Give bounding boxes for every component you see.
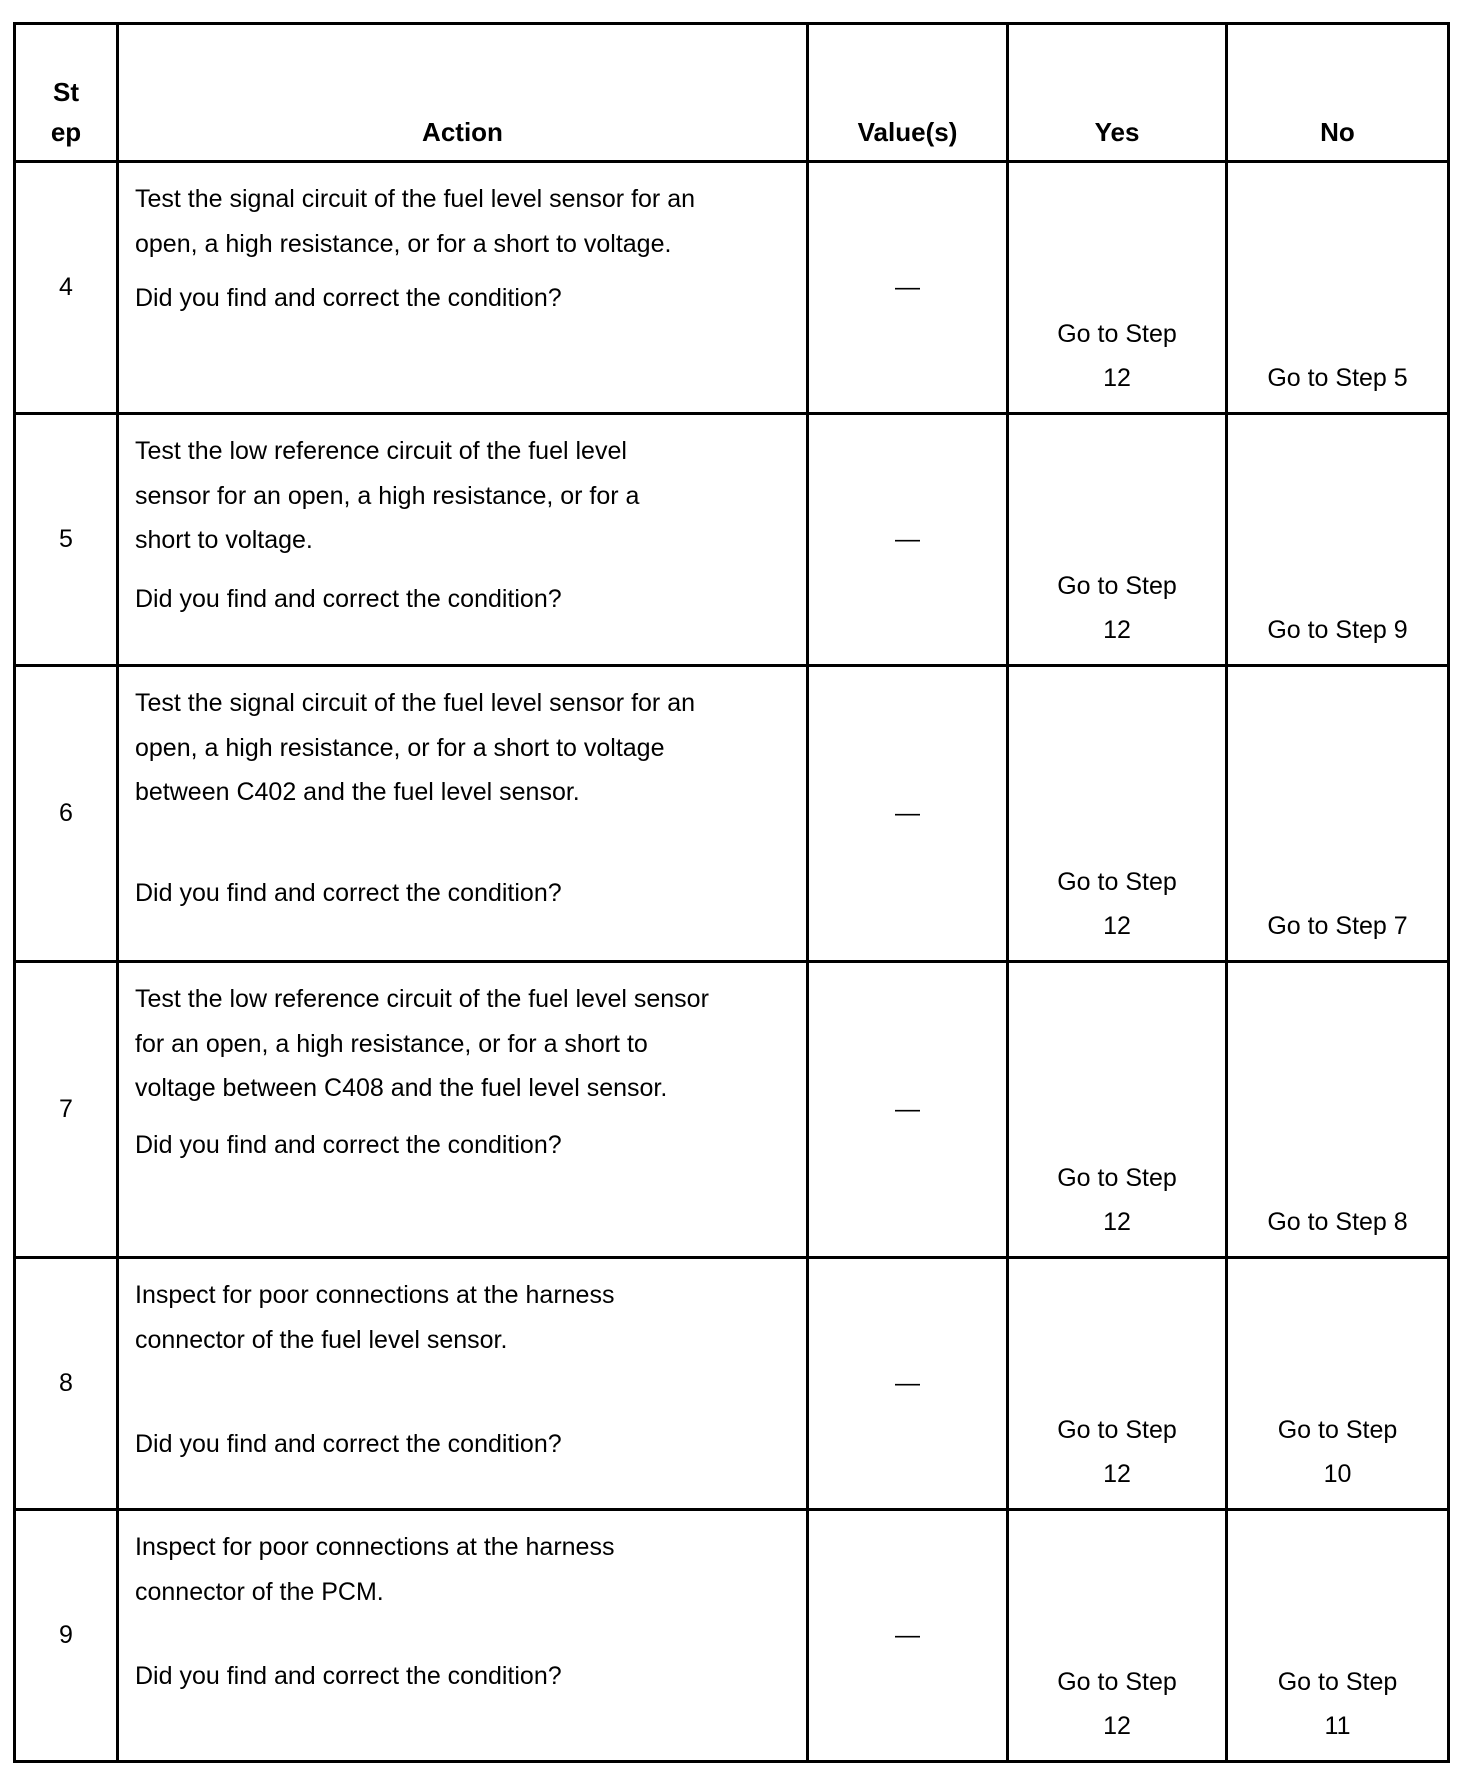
action-cell bbox=[118, 1510, 808, 1762]
no-cell bbox=[1227, 162, 1449, 414]
value-cell: — bbox=[808, 1510, 1008, 1762]
yes-line2: 12 bbox=[1103, 364, 1131, 392]
header-step-line2: ep bbox=[50, 117, 82, 147]
yes-line1: Go to Step bbox=[1057, 868, 1177, 896]
action-cell bbox=[118, 962, 808, 1258]
header-action bbox=[118, 24, 808, 162]
value-cell: — bbox=[808, 414, 1008, 666]
table-row bbox=[15, 414, 1449, 666]
yes-cell bbox=[1008, 1510, 1227, 1762]
table-row bbox=[15, 666, 1449, 962]
action-text: Inspect for poor connections at the harness connector of the fuel level sensor. bbox=[135, 1281, 615, 1354]
action-text: Test the low reference circuit of the fuel level sensor for an open, a high resistance, or for a short to voltage. bbox=[135, 437, 640, 554]
yes-line1: Go to Step bbox=[1057, 320, 1177, 348]
action-cell bbox=[118, 1258, 808, 1510]
diagnostic-table bbox=[13, 22, 1450, 1763]
value-cell: — bbox=[808, 1258, 1008, 1510]
value-cell: — bbox=[808, 162, 1008, 414]
no-cell bbox=[1227, 666, 1449, 962]
table-row bbox=[15, 1258, 1449, 1510]
step-number: 8 bbox=[15, 1258, 118, 1510]
yes-line1: Go to Step bbox=[1057, 1668, 1177, 1696]
yes-line2: 12 bbox=[1103, 1712, 1131, 1740]
action-question: Did you find and correct the condition? bbox=[135, 1130, 562, 1159]
step-number: 6 bbox=[15, 666, 118, 962]
table-row bbox=[15, 162, 1449, 414]
no-line1: Go to Step 8 bbox=[1267, 1208, 1408, 1236]
header-step-line1: St bbox=[53, 77, 79, 107]
no-line1: Go to Step bbox=[1277, 1668, 1398, 1696]
header-no bbox=[1227, 24, 1449, 162]
yes-line2: 12 bbox=[1103, 1460, 1131, 1488]
action-cell bbox=[118, 414, 808, 666]
no-line1: Go to Step bbox=[1277, 1416, 1398, 1444]
step-number: 4 bbox=[15, 162, 118, 414]
no-line1: Go to Step 7 bbox=[1267, 912, 1408, 940]
action-text: Inspect for poor connections at the harness connector of the PCM. bbox=[135, 1533, 615, 1606]
step-number: 7 bbox=[15, 962, 118, 1258]
table-row bbox=[15, 1510, 1449, 1762]
no-cell bbox=[1227, 962, 1449, 1258]
step-number: 5 bbox=[15, 414, 118, 666]
yes-line2: 12 bbox=[1103, 616, 1131, 644]
header-yes-label: Yes bbox=[1094, 117, 1140, 147]
value-cell: — bbox=[808, 666, 1008, 962]
no-cell bbox=[1227, 414, 1449, 666]
no-line2: 10 bbox=[1323, 1460, 1352, 1488]
no-line1: Go to Step 5 bbox=[1267, 364, 1408, 392]
action-cell bbox=[118, 666, 808, 962]
yes-line2: 12 bbox=[1103, 1208, 1131, 1236]
yes-cell bbox=[1008, 1258, 1227, 1510]
value-cell: — bbox=[808, 962, 1008, 1258]
yes-line1: Go to Step bbox=[1057, 572, 1177, 600]
yes-cell bbox=[1008, 666, 1227, 962]
action-question: Did you find and correct the condition? bbox=[135, 1662, 562, 1690]
header-yes bbox=[1008, 24, 1227, 162]
action-question: Did you find and correct the condition? bbox=[135, 284, 562, 312]
table-header-row bbox=[15, 24, 1449, 162]
yes-line1: Go to Step bbox=[1057, 1416, 1177, 1444]
yes-line2: 12 bbox=[1103, 912, 1131, 940]
table-row bbox=[15, 962, 1449, 1258]
header-values-label: Value(s) bbox=[857, 117, 958, 147]
step-number: 9 bbox=[15, 1510, 118, 1762]
header-no-label: No bbox=[1320, 117, 1355, 147]
action-text: Test the signal circuit of the fuel level sensor for an open, a high resistance, or for a short to voltage between C402 and the fuel level sensor. bbox=[135, 689, 696, 806]
yes-cell bbox=[1008, 162, 1227, 414]
yes-cell bbox=[1008, 414, 1227, 666]
action-text: Test the signal circuit of the fuel level sensor for an open, a high resistance, or for a short to voltage. bbox=[135, 185, 696, 258]
header-action-label: Action bbox=[422, 117, 503, 147]
no-cell bbox=[1227, 1258, 1449, 1510]
no-line1: Go to Step 9 bbox=[1267, 616, 1408, 644]
action-question: Did you find and correct the condition? bbox=[135, 1430, 562, 1458]
action-question: Did you find and correct the condition? bbox=[135, 584, 562, 613]
action-cell bbox=[118, 162, 808, 414]
header-step bbox=[15, 24, 118, 162]
action-text: Test the low reference circuit of the fuel level sensor for an open, a high resistance, or for a short to voltage between C408 and the fuel level sensor. bbox=[135, 985, 709, 1102]
action-question: Did you find and correct the condition? bbox=[135, 878, 562, 907]
yes-cell bbox=[1008, 962, 1227, 1258]
header-values bbox=[808, 24, 1008, 162]
no-cell bbox=[1227, 1510, 1449, 1762]
yes-line1: Go to Step bbox=[1057, 1164, 1177, 1192]
no-line2: 11 bbox=[1324, 1712, 1351, 1740]
